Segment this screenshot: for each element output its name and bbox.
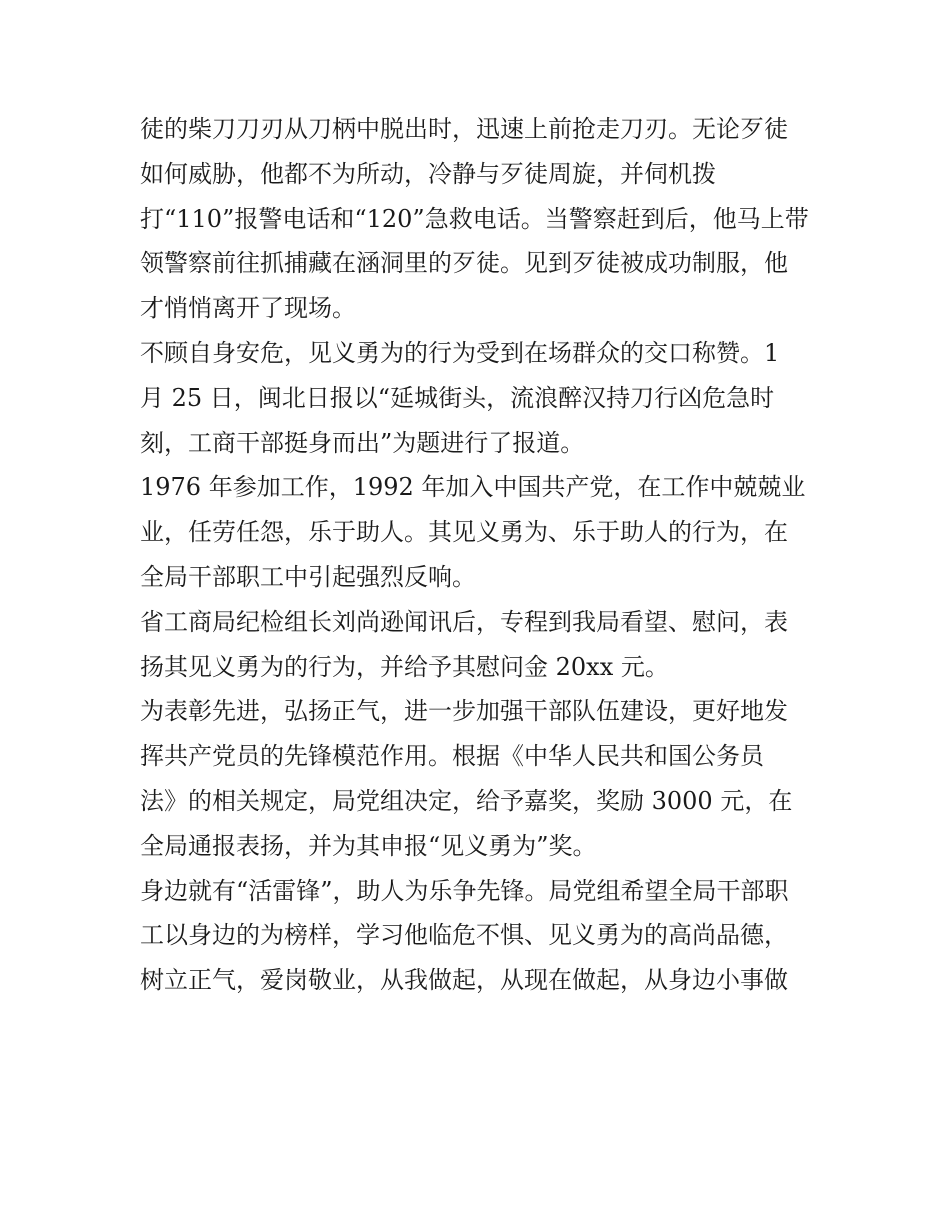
text-line: 法》的相关规定，局党组决定，给予嘉奖，奖励 3000 元，在	[140, 786, 793, 815]
text-line: 挥共产党员的先锋模范作用。根据《中华人民共和国公务员	[140, 742, 764, 771]
text-line: 打“110”报警电话和“120”急救电话。当警察赶到后，他马上带	[140, 204, 809, 233]
text-line: 1976 年参加工作，1992 年加入中国共产党，在工作中兢兢业	[140, 473, 806, 502]
text-line: 为表彰先进，弘扬正气，进一步加强干部队伍建设，更好地发	[140, 697, 788, 726]
text-line: 徒的柴刀刀刃从刀柄中脱出时，迅速上前抢走刀刃。无论歹徒	[140, 115, 788, 143]
text-line: 全局干部职工中引起强烈反响。	[140, 562, 476, 591]
paragraph-3	[140, 465, 820, 599]
text-line: 业，任劳任怨，乐于助人。其见义勇为、乐于助人的行为，在	[140, 518, 788, 547]
text-line: 不顾自身安危，见义勇为的行为受到在场群众的交口称赞。1	[140, 338, 780, 367]
text-line: 领警察前往抓捕藏在涵洞里的歹徒。见到歹徒被成功制服，他	[140, 249, 788, 278]
text-line: 扬其见义勇为的行为，并给予其慰问金 20xx 元。	[140, 652, 669, 681]
text-line: 刻，工商干部挺身而出”为题进行了报道。	[140, 428, 585, 457]
text-line: 身边就有“活雷锋”，助人为乐争先锋。局党组希望全局干部职	[140, 876, 789, 905]
text-line: 才悄悄离开了现场。	[140, 294, 356, 323]
paragraph-5	[140, 689, 820, 868]
text-line: 如何威胁，他都不为所动，冷静与歹徒周旋，并伺机拨	[140, 159, 716, 188]
document-body	[140, 107, 820, 1003]
text-line: 树立正气，爱岗敬业，从我做起，从现在做起，从身边小事做	[140, 966, 788, 995]
paragraph-4	[140, 600, 820, 690]
text-line: 工以身边的为榜样，学习他临危不惧、见义勇为的高尚品德，	[140, 921, 788, 950]
paragraph-6	[140, 869, 820, 1003]
text-line: 省工商局纪检组长刘尚逊闻讯后，专程到我局看望、慰问，表	[140, 607, 788, 636]
text-line: 全局通报表扬，并为其申报“见义勇为”奖。	[140, 831, 597, 860]
paragraph-2	[140, 331, 820, 465]
text-line: 月 25 日，闽北日报以“延城街头，流浪醉汉持刀行凶危急时	[140, 383, 775, 412]
paragraph-1	[140, 107, 820, 331]
